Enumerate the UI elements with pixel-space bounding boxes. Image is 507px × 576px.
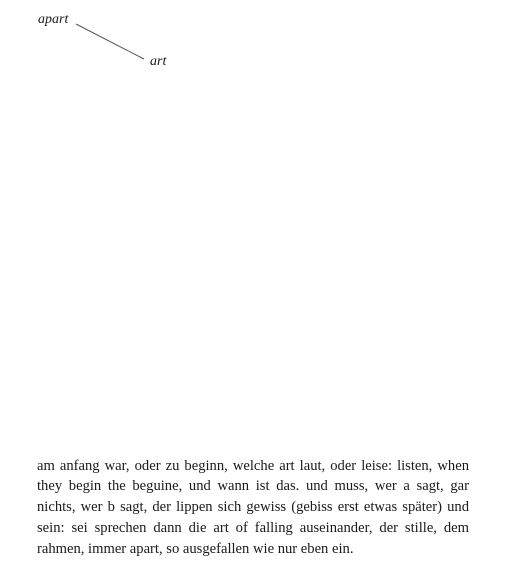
poem-text: am anfang war, oder zu beginn, welche art laut, oder leise: listen, when they begin the beguine, und wann ist das. und muss, wer a sagt, gar nichts, wer b sagt, der lippen sich gewiss (gebiss erst etwas später) und sein: sei sprechen dann die art of falling auseinander, der stille, dem rahmen, immer apart, so ausgefallen wie nur eben ein. — [37, 457, 469, 557]
word-art: art — [150, 54, 167, 69]
word-apart: apart — [38, 12, 69, 27]
connector-line — [0, 0, 507, 90]
word-diagram — [0, 0, 507, 90]
